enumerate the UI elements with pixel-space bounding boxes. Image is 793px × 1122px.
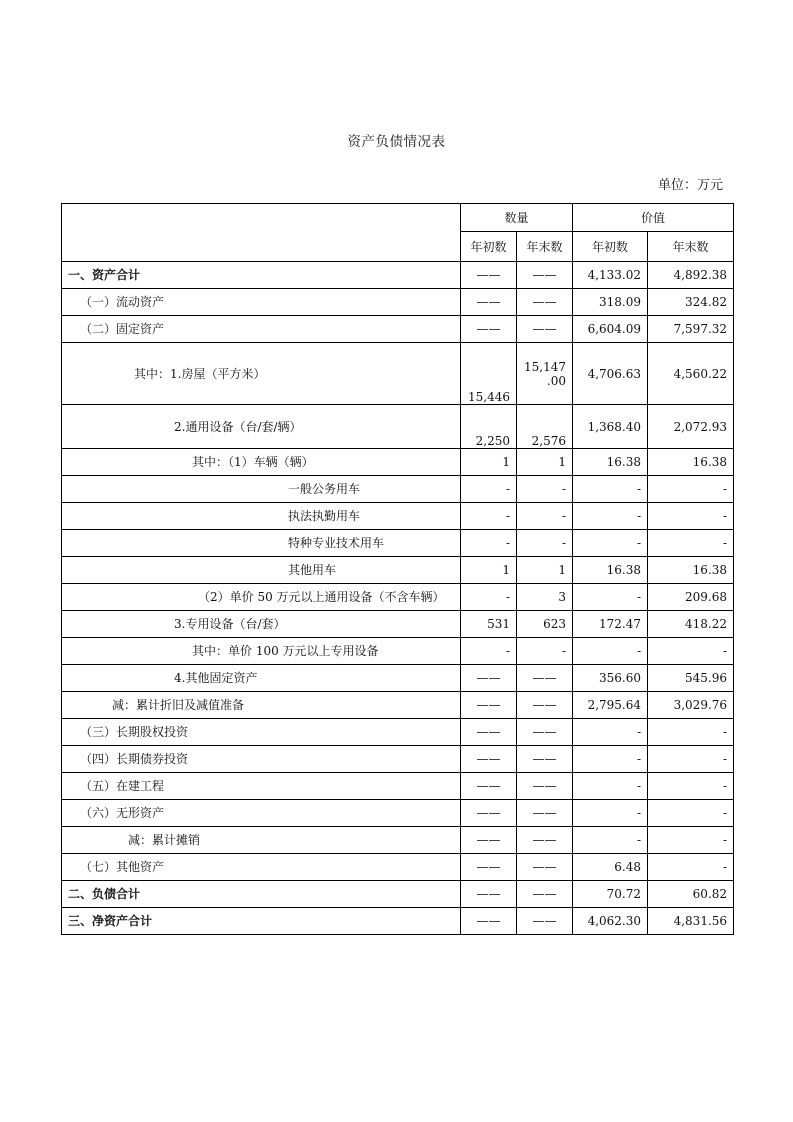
row-q1: -	[461, 503, 517, 530]
row-q1: 15,446	[461, 343, 517, 405]
row-v1: 4,133.02	[573, 262, 648, 289]
row-v1: -	[573, 827, 648, 854]
header-row-1	[62, 204, 734, 232]
row-q2: ——	[517, 908, 573, 935]
row-q2: 1	[517, 557, 573, 584]
row-v1: -	[573, 503, 648, 530]
table-row	[62, 908, 734, 935]
row-v2: -	[648, 638, 734, 665]
table-row	[62, 665, 734, 692]
row-q2: 3	[517, 584, 573, 611]
row-q2: ——	[517, 827, 573, 854]
table-row	[62, 289, 734, 316]
header-blank-cell	[62, 204, 461, 262]
row-q1: -	[461, 584, 517, 611]
row-q2: ——	[517, 692, 573, 719]
row-q2	[517, 343, 573, 405]
row-q1: 1	[461, 449, 517, 476]
row-v2: -	[648, 827, 734, 854]
row-q2: ——	[517, 289, 573, 316]
table-row	[62, 557, 734, 584]
row-v1: -	[573, 530, 648, 557]
row-q1: ——	[461, 719, 517, 746]
row-v1: -	[573, 746, 648, 773]
table-row	[62, 343, 734, 405]
row-label: 三、净资产合计	[62, 908, 461, 935]
row-q1: ——	[461, 316, 517, 343]
row-label: 4.其他固定资产	[62, 665, 461, 692]
row-label: 3.专用设备（台/套）	[62, 611, 461, 638]
row-v2: 545.96	[648, 665, 734, 692]
row-v1: 356.60	[573, 665, 648, 692]
row-v1: 1,368.40	[573, 405, 648, 449]
header-quantity: 数量	[461, 204, 573, 232]
row-label: 减：累计折旧及减值准备	[62, 692, 461, 719]
row-label: 二、负债合计	[62, 881, 461, 908]
table-row	[62, 503, 734, 530]
row-label: （二）固定资产	[62, 316, 461, 343]
row-v1: -	[573, 773, 648, 800]
row-q2: ——	[517, 854, 573, 881]
row-q1: ——	[461, 881, 517, 908]
header-value: 价值	[573, 204, 734, 232]
table-row	[62, 262, 734, 289]
row-q1: -	[461, 638, 517, 665]
row-label: 其中：单价 100 万元以上专用设备	[62, 638, 461, 665]
row-v2: 60.82	[648, 881, 734, 908]
row-q2: 623	[517, 611, 573, 638]
row-v2: 209.68	[648, 584, 734, 611]
row-q2: ——	[517, 316, 573, 343]
row-q1: ——	[461, 289, 517, 316]
table-row	[62, 800, 734, 827]
balance-sheet-table	[61, 203, 734, 935]
row-v2: 3,029.76	[648, 692, 734, 719]
row-label: 减：累计摊销	[62, 827, 461, 854]
row-label: （三）长期股权投资	[62, 719, 461, 746]
row-v1: -	[573, 800, 648, 827]
row-v2: 16.38	[648, 557, 734, 584]
row-v1: 16.38	[573, 449, 648, 476]
table-row	[62, 827, 734, 854]
row-v2: 418.22	[648, 611, 734, 638]
table-row	[62, 692, 734, 719]
row-q2: 1	[517, 449, 573, 476]
header-quantity-end: 年末数	[517, 232, 573, 262]
row-v1: 4,062.30	[573, 908, 648, 935]
row-q1: ——	[461, 665, 517, 692]
row-q2: -	[517, 638, 573, 665]
row-q1: ——	[461, 800, 517, 827]
table-row	[62, 638, 734, 665]
header-value-begin: 年初数	[573, 232, 648, 262]
row-q1: 1	[461, 557, 517, 584]
row-q2: -	[517, 530, 573, 557]
row-v1: -	[573, 719, 648, 746]
row-v1: 6.48	[573, 854, 648, 881]
table-row	[62, 316, 734, 343]
table-row	[62, 854, 734, 881]
row-label: （一）流动资产	[62, 289, 461, 316]
row-q2: ——	[517, 881, 573, 908]
row-v2: -	[648, 773, 734, 800]
row-v2: -	[648, 800, 734, 827]
row-v2: 4,831.56	[648, 908, 734, 935]
row-label: （四）长期债券投资	[62, 746, 461, 773]
table-row	[62, 405, 734, 449]
row-q1: ——	[461, 908, 517, 935]
table-row	[62, 530, 734, 557]
row-label: 其他用车	[62, 557, 461, 584]
row-v1: 172.47	[573, 611, 648, 638]
row-label: 其中：（1）车辆（辆）	[62, 449, 461, 476]
row-label: 一、资产合计	[62, 262, 461, 289]
table-row	[62, 611, 734, 638]
row-v2: 4,560.22	[648, 343, 734, 405]
table-row	[62, 584, 734, 611]
table-row	[62, 881, 734, 908]
table-row	[62, 476, 734, 503]
row-label: 其中：1.房屋（平方米）	[62, 343, 461, 405]
row-v2: -	[648, 530, 734, 557]
row-q1: ——	[461, 262, 517, 289]
row-v1: 6,604.09	[573, 316, 648, 343]
unit-label: 单位：万元	[657, 178, 723, 193]
row-q1: ——	[461, 692, 517, 719]
row-v1: -	[573, 584, 648, 611]
row-v2: 7,597.32	[648, 316, 734, 343]
row-q1: -	[461, 530, 517, 557]
row-v1: 16.38	[573, 557, 648, 584]
row-label: （2）单价 50 万元以上通用设备（不含车辆）	[62, 584, 461, 611]
row-q1: ——	[461, 854, 517, 881]
row-v1: 4,706.63	[573, 343, 648, 405]
row-label: 一般公务用车	[62, 476, 461, 503]
row-q1: 531	[461, 611, 517, 638]
row-q2: ——	[517, 719, 573, 746]
row-v1: -	[573, 476, 648, 503]
row-v2: -	[648, 854, 734, 881]
row-v2: 4,892.38	[648, 262, 734, 289]
row-q1: 2,250	[461, 405, 517, 449]
row-v1: 70.72	[573, 881, 648, 908]
row-q2: -	[517, 503, 573, 530]
row-v2: 16.38	[648, 449, 734, 476]
row-q2: 2,576	[517, 405, 573, 449]
row-q1: ——	[461, 773, 517, 800]
row-q2: ——	[517, 746, 573, 773]
header-value-end: 年末数	[648, 232, 734, 262]
row-v1: 2,795.64	[573, 692, 648, 719]
row-label: 执法执勤用车	[62, 503, 461, 530]
row-label: （六）无形资产	[62, 800, 461, 827]
row-v1: 318.09	[573, 289, 648, 316]
page-title: 资产负债情况表	[347, 134, 446, 150]
row-v2: -	[648, 746, 734, 773]
row-v1: -	[573, 638, 648, 665]
row-v2: 2,072.93	[648, 405, 734, 449]
row-label: （七）其他资产	[62, 854, 461, 881]
row-v2: 324.82	[648, 289, 734, 316]
table-row	[62, 449, 734, 476]
row-q1: ——	[461, 746, 517, 773]
header-quantity-begin: 年初数	[461, 232, 517, 262]
table-row	[62, 746, 734, 773]
row-v2: -	[648, 719, 734, 746]
row-label: 2.通用设备（台/套/辆）	[62, 405, 461, 449]
row-q1: -	[461, 476, 517, 503]
row-q2: ——	[517, 262, 573, 289]
row-q1: ——	[461, 827, 517, 854]
row-q2: ——	[517, 800, 573, 827]
row-q2-part-b: .00	[546, 373, 567, 388]
row-q2: ——	[517, 773, 573, 800]
row-q2: ——	[517, 665, 573, 692]
row-v2: -	[648, 503, 734, 530]
row-label: （五）在建工程	[62, 773, 461, 800]
row-q2: -	[517, 476, 573, 503]
row-v2: -	[648, 476, 734, 503]
row-label: 特种专业技术用车	[62, 530, 461, 557]
row-q2-part-a: 15,147	[524, 359, 567, 374]
table-row	[62, 773, 734, 800]
table-row	[62, 719, 734, 746]
